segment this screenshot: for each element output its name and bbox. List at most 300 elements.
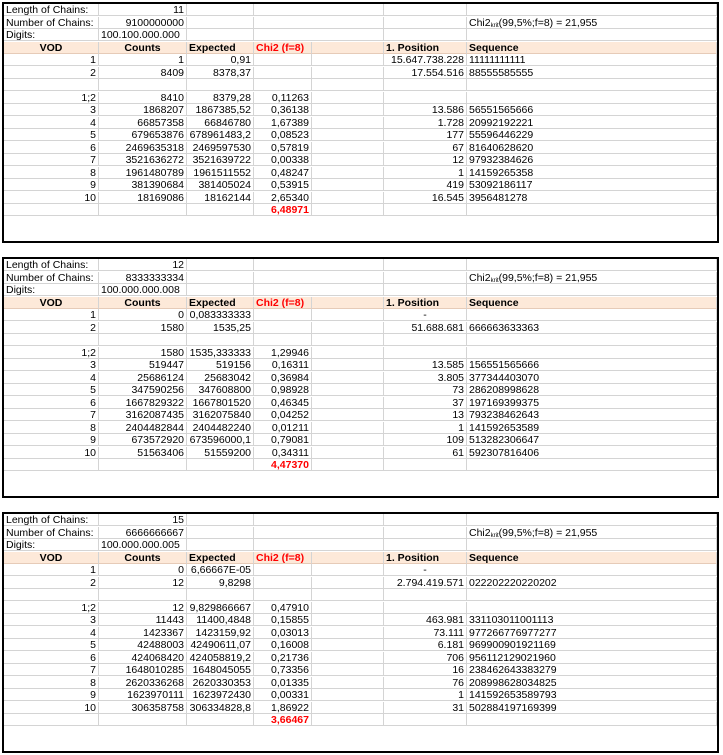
empty-cell[interactable] xyxy=(312,67,384,79)
cell-chi2[interactable]: 0,00331 xyxy=(254,689,312,701)
cell-chi2[interactable] xyxy=(254,564,312,576)
label-length[interactable]: Length of Chains: xyxy=(4,514,99,526)
empty-cell[interactable] xyxy=(312,602,384,614)
cell-vod[interactable] xyxy=(4,79,99,91)
empty-cell[interactable] xyxy=(384,284,467,296)
empty-cell[interactable] xyxy=(312,167,384,179)
cell-sequence[interactable]: 022202220220202 xyxy=(467,577,717,589)
empty-cell[interactable] xyxy=(312,422,384,434)
cell-counts[interactable]: 3162087435 xyxy=(99,409,187,421)
cell-chi2[interactable]: 1,86922 xyxy=(254,702,312,714)
cell-sequence[interactable] xyxy=(467,602,717,614)
value-digits[interactable]: 100.000.000.008 xyxy=(99,284,187,296)
cell-expected[interactable]: 42490611,07 xyxy=(187,639,254,651)
cell-vod[interactable] xyxy=(4,589,99,601)
cell-sequence[interactable]: 208998628034825 xyxy=(467,677,717,689)
cell-chi2[interactable]: 0,00338 xyxy=(254,154,312,166)
empty-cell[interactable] xyxy=(312,54,384,66)
chi2-sum-value[interactable]: 3,66467 xyxy=(254,714,312,726)
cell-counts[interactable]: 1648010285 xyxy=(99,664,187,676)
empty-cell[interactable] xyxy=(4,714,99,726)
cell-sequence[interactable]: 14159265358 xyxy=(467,167,717,179)
empty-cell[interactable] xyxy=(384,539,467,551)
empty-cell[interactable] xyxy=(384,29,467,41)
cell-expected[interactable]: 2404482240 xyxy=(187,422,254,434)
cell-position[interactable]: 3.805 xyxy=(384,372,467,384)
value-length[interactable]: 11 xyxy=(99,4,187,16)
cell-expected[interactable] xyxy=(187,79,254,91)
cell-expected[interactable]: 1667801520 xyxy=(187,397,254,409)
cell-position[interactable] xyxy=(384,602,467,614)
empty-cell[interactable] xyxy=(312,714,384,726)
cell-counts[interactable]: 12 xyxy=(99,577,187,589)
cell-sequence[interactable]: 55596446229 xyxy=(467,129,717,141)
empty-cell[interactable] xyxy=(187,4,254,16)
cell-counts[interactable]: 679653876 xyxy=(99,129,187,141)
cell-expected[interactable]: 678961483,2 xyxy=(187,129,254,141)
cell-chi2[interactable]: 1,29946 xyxy=(254,347,312,359)
cell-chi2[interactable]: 0,08523 xyxy=(254,129,312,141)
empty-cell[interactable] xyxy=(312,79,384,91)
header-expected[interactable]: Expected xyxy=(187,297,254,309)
header-vod[interactable]: VOD xyxy=(4,42,99,54)
empty-cell[interactable] xyxy=(312,359,384,371)
chi-crit-cell[interactable] xyxy=(467,527,717,539)
empty-cell[interactable] xyxy=(312,384,384,396)
header-counts[interactable]: Counts xyxy=(99,552,187,564)
cell-counts[interactable]: 18169086 xyxy=(99,192,187,204)
cell-position[interactable]: 67 xyxy=(384,142,467,154)
cell-counts[interactable]: 306358758 xyxy=(99,702,187,714)
cell-counts[interactable]: 347590256 xyxy=(99,384,187,396)
cell-position[interactable]: 17.554.516 xyxy=(384,67,467,79)
label-digits[interactable]: Digits: xyxy=(4,29,99,41)
cell-sequence[interactable]: 197169399375 xyxy=(467,397,717,409)
header-counts[interactable]: Counts xyxy=(99,297,187,309)
empty-cell[interactable] xyxy=(312,117,384,129)
cell-vod[interactable]: 10 xyxy=(4,702,99,714)
empty-cell[interactable] xyxy=(187,514,254,526)
header-sequence[interactable]: Sequence xyxy=(467,297,717,309)
empty-cell[interactable] xyxy=(254,514,384,526)
cell-position[interactable]: 61 xyxy=(384,447,467,459)
cell-counts[interactable]: 1580 xyxy=(99,347,187,359)
cell-vod[interactable]: 10 xyxy=(4,447,99,459)
cell-vod[interactable]: 2 xyxy=(4,322,99,334)
cell-chi2[interactable]: 0,01211 xyxy=(254,422,312,434)
cell-sequence[interactable]: 513282306647 xyxy=(467,434,717,446)
cell-vod[interactable]: 7 xyxy=(4,409,99,421)
cell-sequence[interactable]: 238462643383279 xyxy=(467,664,717,676)
cell-sequence[interactable]: 88555585555 xyxy=(467,67,717,79)
empty-cell[interactable] xyxy=(384,204,467,216)
cell-vod[interactable]: 4 xyxy=(4,627,99,639)
cell-expected[interactable]: 1867385,52 xyxy=(187,104,254,116)
empty-cell[interactable] xyxy=(99,204,187,216)
empty-cell[interactable] xyxy=(312,447,384,459)
empty-cell[interactable] xyxy=(4,204,99,216)
cell-chi2[interactable] xyxy=(254,589,312,601)
cell-counts[interactable]: 1423367 xyxy=(99,627,187,639)
empty-cell[interactable] xyxy=(467,539,717,551)
cell-counts[interactable]: 0 xyxy=(99,309,187,321)
empty-cell[interactable] xyxy=(384,272,467,284)
cell-vod[interactable]: 9 xyxy=(4,179,99,191)
cell-counts[interactable]: 42488003 xyxy=(99,639,187,651)
header-expected[interactable]: Expected xyxy=(187,42,254,54)
header-position[interactable]: 1. Position xyxy=(384,297,467,309)
cell-sequence[interactable] xyxy=(467,309,717,321)
cell-chi2[interactable] xyxy=(254,79,312,91)
chi2-sum-value[interactable]: 6,48971 xyxy=(254,204,312,216)
empty-cell[interactable] xyxy=(467,514,717,526)
empty-cell[interactable] xyxy=(312,104,384,116)
cell-counts[interactable]: 2620336268 xyxy=(99,677,187,689)
cell-vod[interactable]: 5 xyxy=(4,639,99,651)
cell-expected[interactable]: 9,829866667 xyxy=(187,602,254,614)
cell-counts[interactable]: 1667829322 xyxy=(99,397,187,409)
empty-cell[interactable] xyxy=(312,434,384,446)
cell-position[interactable] xyxy=(384,79,467,91)
empty-cell[interactable] xyxy=(312,397,384,409)
cell-chi2[interactable]: 0,04252 xyxy=(254,409,312,421)
empty-cell[interactable] xyxy=(187,459,254,471)
empty-cell[interactable] xyxy=(187,539,254,551)
cell-vod[interactable]: 2 xyxy=(4,67,99,79)
empty-cell[interactable] xyxy=(187,204,254,216)
empty-cell[interactable] xyxy=(254,272,384,284)
cell-chi2[interactable] xyxy=(254,577,312,589)
cell-expected[interactable]: 1648045055 xyxy=(187,664,254,676)
cell-position[interactable]: 2.794.419.571 xyxy=(384,577,467,589)
cell-chi2[interactable] xyxy=(254,67,312,79)
cell-sequence[interactable] xyxy=(467,564,717,576)
cell-chi2[interactable]: 0,73356 xyxy=(254,664,312,676)
chi2-sum-value[interactable]: 4,47370 xyxy=(254,459,312,471)
label-digits[interactable]: Digits: xyxy=(4,539,99,551)
empty-cell[interactable] xyxy=(312,347,384,359)
value-digits[interactable]: 100.000.000.005 xyxy=(99,539,187,551)
cell-position[interactable]: 16 xyxy=(384,664,467,676)
cell-position[interactable]: 73 xyxy=(384,384,467,396)
empty-cell[interactable] xyxy=(187,284,254,296)
empty-cell[interactable] xyxy=(312,92,384,104)
cell-counts[interactable]: 66857358 xyxy=(99,117,187,129)
empty-cell[interactable] xyxy=(312,204,384,216)
empty-cell[interactable] xyxy=(384,4,467,16)
cell-vod[interactable]: 10 xyxy=(4,192,99,204)
cell-counts[interactable]: 11443 xyxy=(99,614,187,626)
cell-counts[interactable]: 3521636272 xyxy=(99,154,187,166)
cell-chi2[interactable] xyxy=(254,334,312,346)
empty-cell[interactable] xyxy=(312,689,384,701)
cell-counts[interactable]: 1623970111 xyxy=(99,689,187,701)
empty-cell[interactable] xyxy=(312,192,384,204)
empty-cell[interactable] xyxy=(312,702,384,714)
cell-position[interactable]: 1 xyxy=(384,689,467,701)
cell-vod[interactable]: 8 xyxy=(4,167,99,179)
value-digits[interactable]: 100.100.000.000 xyxy=(99,29,187,41)
value-number[interactable]: 8333333334 xyxy=(99,272,187,284)
header-sequence[interactable]: Sequence xyxy=(467,552,717,564)
empty-cell[interactable] xyxy=(312,322,384,334)
empty-cell[interactable] xyxy=(384,527,467,539)
cell-expected[interactable]: 1535,25 xyxy=(187,322,254,334)
cell-position[interactable]: 13 xyxy=(384,409,467,421)
label-length[interactable]: Length of Chains: xyxy=(4,4,99,16)
header-position[interactable]: 1. Position xyxy=(384,42,467,54)
empty-cell[interactable] xyxy=(312,664,384,676)
cell-sequence[interactable] xyxy=(467,79,717,91)
cell-sequence[interactable]: 141592653589793 xyxy=(467,689,717,701)
cell-sequence[interactable]: 956112129021960 xyxy=(467,652,717,664)
cell-vod[interactable]: 9 xyxy=(4,434,99,446)
cell-expected[interactable]: 1961511552 xyxy=(187,167,254,179)
cell-vod[interactable]: 3 xyxy=(4,359,99,371)
cell-position[interactable]: 463.981 xyxy=(384,614,467,626)
cell-counts[interactable]: 381390684 xyxy=(99,179,187,191)
cell-vod[interactable]: 1;2 xyxy=(4,602,99,614)
cell-chi2[interactable]: 0,36138 xyxy=(254,104,312,116)
empty-cell[interactable] xyxy=(384,459,467,471)
cell-chi2[interactable] xyxy=(254,309,312,321)
cell-expected[interactable]: 1535,333333 xyxy=(187,347,254,359)
empty-cell[interactable] xyxy=(187,527,254,539)
empty-cell[interactable] xyxy=(312,129,384,141)
cell-counts[interactable]: 1961480789 xyxy=(99,167,187,179)
cell-vod[interactable]: 5 xyxy=(4,129,99,141)
cell-counts[interactable]: 51563406 xyxy=(99,447,187,459)
header-chi2[interactable]: Chi2 (f=8) xyxy=(254,297,312,309)
cell-chi2[interactable]: 0,15855 xyxy=(254,614,312,626)
cell-position[interactable]: 12 xyxy=(384,154,467,166)
chi-crit-cell[interactable] xyxy=(467,272,717,284)
cell-position[interactable] xyxy=(384,92,467,104)
cell-expected[interactable]: 673596000,1 xyxy=(187,434,254,446)
empty-cell[interactable] xyxy=(312,677,384,689)
cell-vod[interactable]: 4 xyxy=(4,117,99,129)
cell-vod[interactable]: 1 xyxy=(4,564,99,576)
cell-position[interactable]: 16.545 xyxy=(384,192,467,204)
cell-position[interactable] xyxy=(384,347,467,359)
cell-chi2[interactable]: 1,67389 xyxy=(254,117,312,129)
cell-expected[interactable]: 2469597530 xyxy=(187,142,254,154)
cell-position[interactable]: 706 xyxy=(384,652,467,664)
chi-crit-cell[interactable] xyxy=(467,17,717,29)
empty-cell[interactable] xyxy=(187,259,254,271)
cell-position[interactable]: 73.111 xyxy=(384,627,467,639)
header-vod[interactable]: VOD xyxy=(4,297,99,309)
cell-sequence[interactable] xyxy=(467,92,717,104)
cell-position[interactable]: 31 xyxy=(384,702,467,714)
cell-position[interactable]: 1.728 xyxy=(384,117,467,129)
cell-counts[interactable]: 2404482844 xyxy=(99,422,187,434)
empty-cell[interactable] xyxy=(384,514,467,526)
cell-sequence[interactable]: 969900901921169 xyxy=(467,639,717,651)
cell-expected[interactable]: 381405024 xyxy=(187,179,254,191)
cell-expected[interactable]: 3162075840 xyxy=(187,409,254,421)
cell-vod[interactable]: 1;2 xyxy=(4,347,99,359)
cell-counts[interactable]: 1868207 xyxy=(99,104,187,116)
cell-position[interactable]: 51.688.681 xyxy=(384,322,467,334)
cell-position[interactable]: 15.647.738.228 xyxy=(384,54,467,66)
header-counts[interactable]: Counts xyxy=(99,42,187,54)
cell-counts[interactable]: 1580 xyxy=(99,322,187,334)
empty-cell[interactable] xyxy=(384,714,467,726)
cell-expected[interactable]: 0,91 xyxy=(187,54,254,66)
cell-expected[interactable]: 51559200 xyxy=(187,447,254,459)
empty-cell[interactable] xyxy=(187,714,254,726)
cell-position[interactable]: 13.586 xyxy=(384,104,467,116)
empty-cell[interactable] xyxy=(254,539,384,551)
cell-expected[interactable]: 519156 xyxy=(187,359,254,371)
empty-cell[interactable] xyxy=(467,204,717,216)
cell-counts[interactable]: 1 xyxy=(99,54,187,66)
empty-cell[interactable] xyxy=(312,179,384,191)
label-number[interactable]: Number of Chains: xyxy=(4,17,99,29)
cell-sequence[interactable]: 331103011001113 xyxy=(467,614,717,626)
cell-vod[interactable]: 1;2 xyxy=(4,92,99,104)
cell-counts[interactable]: 424068420 xyxy=(99,652,187,664)
cell-counts[interactable] xyxy=(99,589,187,601)
empty-cell[interactable] xyxy=(4,459,99,471)
empty-cell[interactable] xyxy=(312,614,384,626)
cell-expected[interactable]: 8379,28 xyxy=(187,92,254,104)
cell-expected[interactable]: 18162144 xyxy=(187,192,254,204)
empty-cell[interactable] xyxy=(467,29,717,41)
cell-chi2[interactable]: 0,48247 xyxy=(254,167,312,179)
empty-cell[interactable] xyxy=(312,652,384,664)
cell-expected[interactable]: 11400,4848 xyxy=(187,614,254,626)
empty-cell[interactable] xyxy=(254,284,384,296)
empty-cell[interactable] xyxy=(312,372,384,384)
cell-vod[interactable]: 8 xyxy=(4,422,99,434)
cell-chi2[interactable] xyxy=(254,54,312,66)
cell-expected[interactable]: 2620330353 xyxy=(187,677,254,689)
empty-cell[interactable] xyxy=(467,284,717,296)
cell-vod[interactable] xyxy=(4,334,99,346)
cell-sequence[interactable]: 502884197169399 xyxy=(467,702,717,714)
cell-expected[interactable]: 306334828,8 xyxy=(187,702,254,714)
cell-vod[interactable]: 4 xyxy=(4,372,99,384)
cell-counts[interactable] xyxy=(99,334,187,346)
cell-sequence[interactable]: 53092186117 xyxy=(467,179,717,191)
cell-position[interactable]: 1 xyxy=(384,167,467,179)
label-length[interactable]: Length of Chains: xyxy=(4,259,99,271)
empty-cell[interactable] xyxy=(467,714,717,726)
cell-sequence[interactable]: 793238462643 xyxy=(467,409,717,421)
cell-counts[interactable]: 673572920 xyxy=(99,434,187,446)
cell-expected[interactable]: 1423159,92 xyxy=(187,627,254,639)
cell-chi2[interactable]: 0,01335 xyxy=(254,677,312,689)
cell-chi2[interactable]: 0,21736 xyxy=(254,652,312,664)
cell-counts[interactable]: 519447 xyxy=(99,359,187,371)
cell-sequence[interactable]: 977266776977277 xyxy=(467,627,717,639)
empty-cell[interactable] xyxy=(467,259,717,271)
cell-sequence[interactable]: 97932384626 xyxy=(467,154,717,166)
value-length[interactable]: 15 xyxy=(99,514,187,526)
cell-expected[interactable]: 424058819,2 xyxy=(187,652,254,664)
cell-chi2[interactable]: 2,65340 xyxy=(254,192,312,204)
cell-sequence[interactable]: 156551565666 xyxy=(467,359,717,371)
header-sequence[interactable]: Sequence xyxy=(467,42,717,54)
cell-sequence[interactable]: 3956481278 xyxy=(467,192,717,204)
cell-position[interactable]: 109 xyxy=(384,434,467,446)
value-number[interactable]: 9100000000 xyxy=(99,17,187,29)
cell-vod[interactable]: 3 xyxy=(4,104,99,116)
cell-vod[interactable]: 1 xyxy=(4,309,99,321)
empty-cell[interactable] xyxy=(254,527,384,539)
cell-vod[interactable]: 9 xyxy=(4,689,99,701)
cell-expected[interactable]: 6,66667E-05 xyxy=(187,564,254,576)
cell-vod[interactable]: 1 xyxy=(4,54,99,66)
cell-sequence[interactable]: 20992192221 xyxy=(467,117,717,129)
cell-chi2[interactable]: 0,03013 xyxy=(254,627,312,639)
cell-counts[interactable] xyxy=(99,79,187,91)
cell-vod[interactable]: 6 xyxy=(4,652,99,664)
cell-expected[interactable] xyxy=(187,334,254,346)
empty-cell[interactable] xyxy=(312,627,384,639)
cell-chi2[interactable]: 0,53915 xyxy=(254,179,312,191)
cell-vod[interactable]: 6 xyxy=(4,142,99,154)
empty-cell[interactable] xyxy=(467,459,717,471)
label-number[interactable]: Number of Chains: xyxy=(4,272,99,284)
header-position[interactable]: 1. Position xyxy=(384,552,467,564)
empty-cell[interactable] xyxy=(312,154,384,166)
cell-chi2[interactable]: 0,16311 xyxy=(254,359,312,371)
cell-chi2[interactable]: 0,79081 xyxy=(254,434,312,446)
empty-cell[interactable] xyxy=(187,272,254,284)
empty-cell[interactable] xyxy=(312,142,384,154)
cell-vod[interactable]: 7 xyxy=(4,664,99,676)
cell-counts[interactable]: 8409 xyxy=(99,67,187,79)
cell-chi2[interactable] xyxy=(254,322,312,334)
cell-position[interactable] xyxy=(384,589,467,601)
cell-counts[interactable]: 25686124 xyxy=(99,372,187,384)
empty-cell[interactable] xyxy=(254,29,384,41)
cell-vod[interactable]: 5 xyxy=(4,384,99,396)
header-chi2[interactable]: Chi2 (f=8) xyxy=(254,552,312,564)
cell-sequence[interactable] xyxy=(467,589,717,601)
empty-cell[interactable] xyxy=(312,409,384,421)
empty-cell[interactable] xyxy=(384,259,467,271)
cell-position[interactable]: 13.585 xyxy=(384,359,467,371)
value-number[interactable]: 6666666667 xyxy=(99,527,187,539)
cell-position[interactable]: 177 xyxy=(384,129,467,141)
cell-counts[interactable]: 2469635318 xyxy=(99,142,187,154)
cell-position[interactable]: 419 xyxy=(384,179,467,191)
empty-cell[interactable] xyxy=(254,259,384,271)
cell-expected[interactable]: 3521639722 xyxy=(187,154,254,166)
empty-cell[interactable] xyxy=(312,564,384,576)
cell-counts[interactable]: 12 xyxy=(99,602,187,614)
cell-counts[interactable]: 0 xyxy=(99,564,187,576)
cell-chi2[interactable]: 0,34311 xyxy=(254,447,312,459)
header-vod[interactable]: VOD xyxy=(4,552,99,564)
cell-expected[interactable]: 66846780 xyxy=(187,117,254,129)
header-expected[interactable]: Expected xyxy=(187,552,254,564)
empty-cell[interactable] xyxy=(312,577,384,589)
cell-sequence[interactable]: 592307816406 xyxy=(467,447,717,459)
empty-cell[interactable] xyxy=(187,29,254,41)
cell-expected[interactable]: 1623972430 xyxy=(187,689,254,701)
cell-chi2[interactable]: 0,16008 xyxy=(254,639,312,651)
cell-position[interactable] xyxy=(384,334,467,346)
cell-sequence[interactable]: 141592653589 xyxy=(467,422,717,434)
empty-cell[interactable] xyxy=(312,309,384,321)
empty-cell[interactable] xyxy=(99,459,187,471)
cell-sequence[interactable] xyxy=(467,347,717,359)
